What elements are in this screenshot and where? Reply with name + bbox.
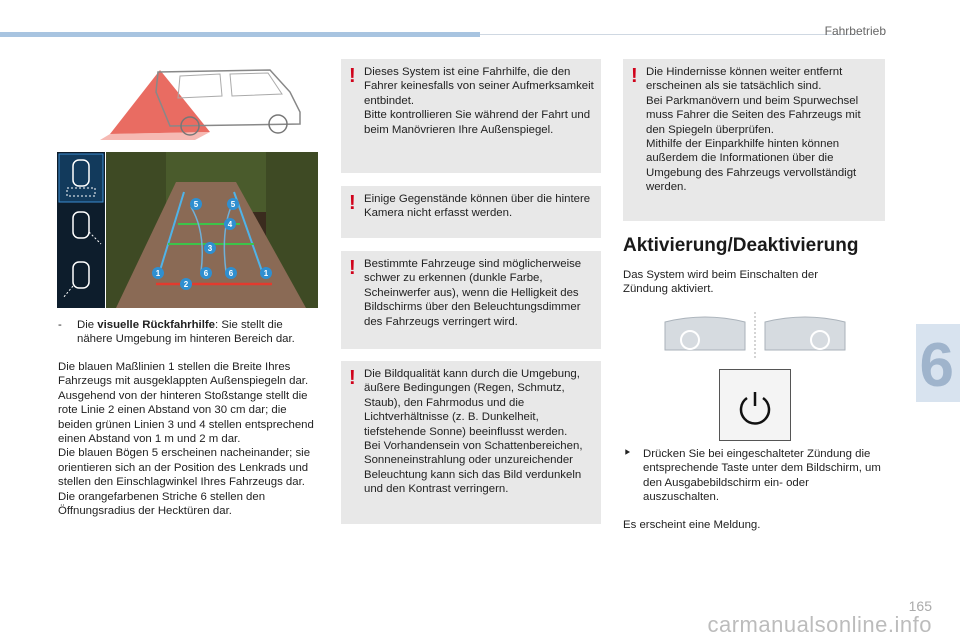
activation-step bbox=[623, 447, 883, 505]
bullet-prefix: Die bbox=[77, 319, 98, 331]
bullet-term: visuelle Rückfahrhilfe bbox=[97, 319, 216, 331]
page-number: 165 bbox=[908, 598, 932, 614]
section-title: Fahrbetrieb bbox=[824, 24, 886, 38]
activation-result: Es erscheint eine Meldung. bbox=[623, 519, 761, 531]
step-bullet-icon: ⯈ bbox=[623, 448, 631, 459]
step-text: Drücken Sie bei eingeschalteter Zündung die entsprechende Taste unter dem Bildschirm, um den Ausgabebildschirm ein- oder auszuschalten. bbox=[643, 448, 881, 504]
warning-text: Bestimmte Fahrzeuge sind möglicherweise schwer zu erkennen (dunkle Farbe, Scheinwerfer aus), wenn die Helligkeit des Bildschirms über den Beleuchtungsdimmer des Fahrzeugs verringert wird. bbox=[364, 258, 582, 328]
para-blue-lines: Die blauen Maßlinien 1 stellen die Breite Ihres Fahrzeugs mit ausgeklappten Außenspiegeln dar. bbox=[58, 361, 309, 388]
dashboard-illustration bbox=[655, 310, 855, 360]
warning-box-2 bbox=[341, 186, 601, 238]
para-red-green-lines: Ausgehend von der hinteren Stoßstange stellt die rote Linie 2 einen Abstand von 30 cm dar; die beiden grünen Linien 3 und 4 stellen entsprechend einen Abstand von 1 m und 2 m dar. bbox=[58, 389, 314, 446]
warning-text: Dieses System ist eine Fahrhilfe, die den Fahrer keinesfalls von seiner Aufmerksamkeit entbindet. Bitte kontrollieren Sie während der Fahrt und beim Manövrieren Ihre Außenspiegel. bbox=[364, 66, 594, 136]
marker-4: 4 bbox=[227, 220, 233, 229]
warning-box-5 bbox=[623, 59, 885, 221]
vehicle-camera-illustration bbox=[100, 62, 315, 142]
power-icon bbox=[720, 370, 790, 440]
marker-6a: 6 bbox=[203, 269, 209, 278]
marker-3: 3 bbox=[207, 244, 213, 253]
marker-1a: 1 bbox=[155, 269, 161, 278]
car-right-view-icon bbox=[73, 212, 89, 238]
para-blue-arcs: Die blauen Bögen 5 erscheinen nacheinander; sie orientieren sich an der Position des Lenkrads und stellen den Einschlagwinkel Ihres Fahrzeugs dar. bbox=[58, 447, 311, 489]
rear-camera-image bbox=[106, 152, 318, 308]
header-accent-bar bbox=[0, 32, 480, 37]
warning-icon: ! bbox=[349, 192, 356, 214]
col1-body bbox=[58, 360, 320, 518]
bullet-visual-reverse-aid: - Die visuelle Rückfahrhilfe: Sie stellt die nähere Umgebung im hinteren Bereich dar. bbox=[58, 319, 295, 346]
warning-icon: ! bbox=[349, 257, 356, 279]
header-rule bbox=[480, 34, 860, 35]
warning-icon: ! bbox=[349, 65, 356, 87]
warning-text: Die Bildqualität kann durch die Umgebung, äußere Bedingungen (Regen, Schmutz, Staub), den Fahrmodus und die Lichtverhältnisse (z. B. Dunkelheit, tiefstehende Sonne) beeinflusst werden. Bei Vorhandensein von Schattenbereichen, Sonneneinstrahlung oder unzureichender Beleuchtung kann sich das Bild verdunkeln und den Kontrast verringern. bbox=[364, 368, 583, 496]
marker-2: 2 bbox=[183, 280, 189, 289]
marker-5b: 5 bbox=[230, 200, 236, 209]
activation-intro: Das System wird beim Einschalten der Zündung aktiviert. bbox=[623, 269, 818, 296]
marker-6b: 6 bbox=[228, 269, 234, 278]
warning-box-1 bbox=[341, 59, 601, 173]
watermark: carmanualsonline.info bbox=[707, 612, 932, 637]
camera-mode-sidebar bbox=[57, 152, 105, 308]
power-button[interactable] bbox=[719, 369, 791, 441]
warning-icon: ! bbox=[631, 65, 638, 87]
chapter-number: 6 bbox=[919, 331, 954, 400]
view-mode-icons bbox=[57, 152, 105, 308]
warning-text: Die Hindernisse können weiter entfernt erscheinen als sie tatsächlich sind. Bei Parkmanövern und beim Spurwechsel muss Fahrer die Seiten des Fahrzeugs mit den Spiegeln überprüfen. Mithilfe der Einparkhilfe hinten können außerdem die Informationen über die Umgebung des Fahrzeugs vervollständigt werden. bbox=[646, 66, 861, 194]
warning-box-4 bbox=[341, 361, 601, 524]
marker-5a: 5 bbox=[193, 200, 199, 209]
marker-1b: 1 bbox=[263, 269, 269, 278]
camera-overlay bbox=[106, 152, 318, 308]
warning-box-3 bbox=[341, 251, 601, 349]
section-heading: Aktivierung/Deaktivierung bbox=[623, 235, 859, 256]
car-left-view-icon bbox=[73, 262, 89, 288]
bullet-text: : Sie stellt die nähere Umgebung im hinteren Bereich dar. bbox=[77, 319, 295, 346]
warning-text: Einige Gegenstände können über die hintere Kamera nicht erfasst werden. bbox=[364, 193, 591, 220]
para-orange-marks: Die orangefarbenen Striche 6 stellen den Öffnungsradius der Hecktüren dar. bbox=[58, 490, 266, 518]
warning-icon: ! bbox=[349, 367, 356, 389]
